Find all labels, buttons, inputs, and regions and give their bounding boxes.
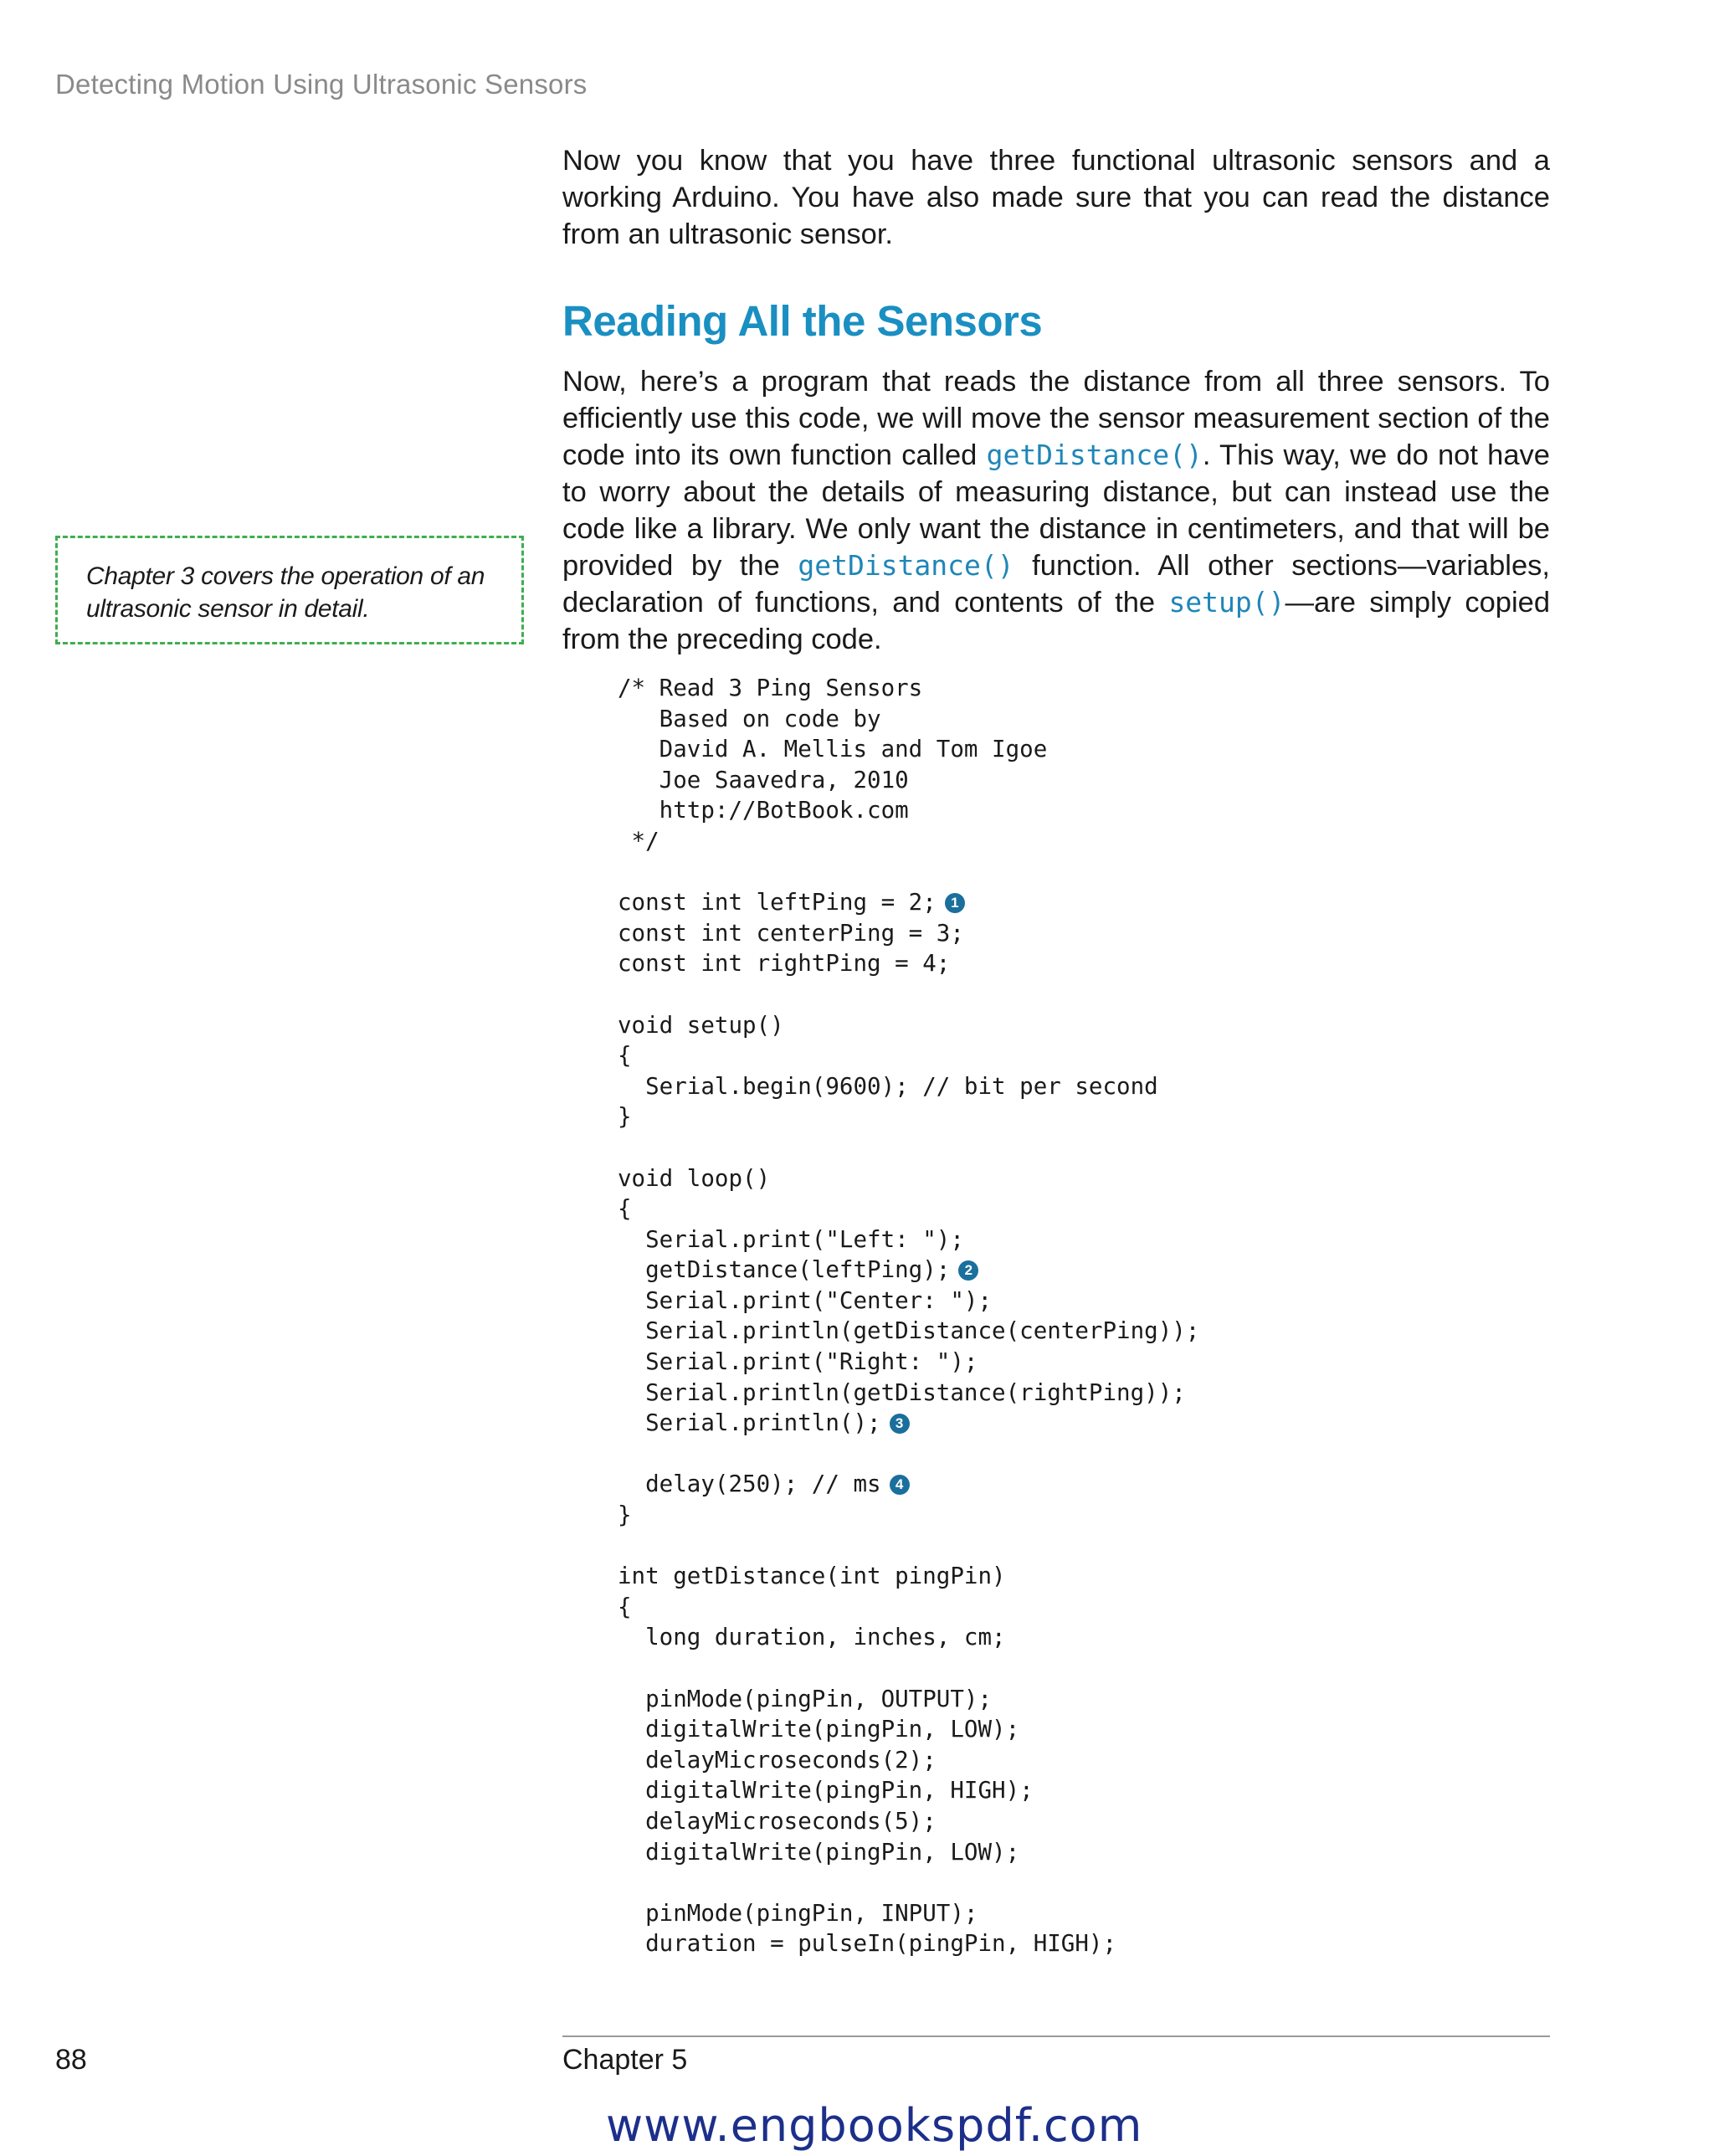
- code-listing: [618, 673, 1199, 1959]
- code-line: [618, 1622, 1199, 1653]
- code-text: Serial.print("Right: ");: [618, 1348, 978, 1376]
- running-head: Detecting Motion Using Ultrasonic Sensors: [55, 69, 588, 100]
- paragraph-text: . This way, we do not have to worry about the details of measuring distance, but can instead use the code like a library. We only want the distance in centimeters, and that will be provided by the: [562, 439, 1550, 582]
- code-line: [618, 826, 1199, 857]
- code-text: digitalWrite(pingPin, LOW);: [618, 1716, 1020, 1743]
- code-line: [618, 1653, 1199, 1684]
- code-text: const int leftPing = 2;: [618, 889, 937, 916]
- code-text: /* Read 3 Ping Sensors: [618, 675, 923, 701]
- code-text: }: [618, 1502, 632, 1529]
- code-text: {: [618, 1042, 632, 1070]
- code-text: digitalWrite(pingPin, HIGH);: [618, 1777, 1034, 1804]
- code-text: pinMode(pingPin, OUTPUT);: [618, 1685, 993, 1712]
- code-line: [618, 734, 1199, 765]
- code-text: long duration, inches, cm;: [618, 1624, 1006, 1651]
- sidebar-note-text: Chapter 3 covers the operation of an ultrasonic sensor in detail.: [86, 562, 485, 623]
- paragraph-text: Now, here’s a program that reads the distance from all three sensors. To efficiently use this code, we will move the sensor measurement section of the code into its own function called: [562, 366, 1550, 471]
- code-text: {: [618, 1593, 632, 1620]
- code-line: [618, 1806, 1199, 1837]
- code-line: [618, 1745, 1199, 1776]
- code-line: [618, 979, 1199, 1010]
- code-line: [618, 1194, 1199, 1224]
- callout-marker-icon: 2: [958, 1260, 978, 1281]
- code-text: {: [618, 1195, 632, 1223]
- code-line: [618, 1561, 1199, 1592]
- inline-code-setup: setup(): [1168, 586, 1286, 619]
- code-line: [618, 1163, 1199, 1194]
- code-line: [618, 948, 1199, 979]
- code-line: [618, 1439, 1199, 1470]
- code-text: delay(250); // ms: [618, 1471, 881, 1498]
- code-text: Based on code by: [618, 705, 881, 732]
- code-line: [618, 1347, 1199, 1378]
- code-line: [618, 1684, 1199, 1715]
- code-text: */: [618, 827, 659, 855]
- code-line: [618, 1408, 1199, 1439]
- code-line: [618, 857, 1199, 888]
- code-line: [618, 1132, 1199, 1163]
- code-text: delayMicroseconds(2);: [618, 1746, 937, 1774]
- code-line: [618, 1469, 1199, 1500]
- callout-marker-icon: 1: [945, 893, 965, 913]
- code-line: [618, 1775, 1199, 1806]
- code-line: [618, 1898, 1199, 1929]
- code-text: David A. Mellis and Tom Igoe: [618, 736, 1048, 763]
- code-line: [618, 1255, 1199, 1286]
- code-text: http://BotBook.com: [618, 797, 909, 824]
- code-line: [618, 1714, 1199, 1745]
- code-text: const int centerPing = 3;: [618, 919, 964, 947]
- code-line: [618, 1867, 1199, 1898]
- code-text: Joe Saavedra, 2010: [618, 766, 909, 793]
- code-text: void loop(): [618, 1164, 771, 1192]
- code-line: [618, 1378, 1199, 1409]
- code-line: [618, 1071, 1199, 1102]
- code-line: [618, 1531, 1199, 1562]
- page-number: 88: [55, 2044, 87, 2076]
- code-text: digitalWrite(pingPin, LOW);: [618, 1838, 1020, 1866]
- code-line: [618, 704, 1199, 735]
- callout-marker-icon: 4: [890, 1475, 910, 1495]
- code-line: [618, 765, 1199, 796]
- code-text: Serial.println(getDistance(centerPing));: [618, 1317, 1200, 1345]
- code-line: [618, 1224, 1199, 1255]
- code-line: [618, 1286, 1199, 1317]
- code-text: Serial.begin(9600); // bit per second: [618, 1072, 1158, 1100]
- paragraph-text: function. All other sections—variables, declaration of functions, and contents of the: [562, 550, 1550, 619]
- code-text: Serial.print("Left: ");: [618, 1225, 964, 1253]
- code-text: getDistance(leftPing);: [618, 1256, 951, 1284]
- code-text: }: [618, 1103, 632, 1131]
- code-line: [618, 673, 1199, 704]
- code-line: [618, 1101, 1199, 1132]
- footer-chapter-label: Chapter 5: [562, 2044, 688, 2076]
- code-line: [618, 1040, 1199, 1071]
- code-line: [618, 1837, 1199, 1868]
- code-line: [618, 1010, 1199, 1041]
- callout-marker-icon: 3: [890, 1414, 910, 1434]
- code-text: Serial.println();: [618, 1409, 881, 1437]
- code-line: [618, 1500, 1199, 1531]
- inline-code-getdistance: getDistance(): [798, 549, 1014, 582]
- code-line: [618, 795, 1199, 826]
- code-line: [618, 1592, 1199, 1623]
- code-line: [618, 887, 1199, 918]
- code-line: [618, 918, 1199, 949]
- code-text: const int rightPing = 4;: [618, 950, 951, 978]
- sidebar-note-box: [55, 536, 524, 644]
- code-text: Serial.print("Center: ");: [618, 1286, 993, 1314]
- code-text: Serial.println(getDistance(rightPing));: [618, 1378, 1186, 1406]
- code-line: [618, 1316, 1199, 1347]
- code-text: duration = pulseIn(pingPin, HIGH);: [618, 1930, 1117, 1958]
- paragraph-text: —are simply copied from the preceding code.: [562, 587, 1551, 655]
- code-line: [618, 1928, 1199, 1959]
- code-text: void setup(): [618, 1011, 784, 1039]
- watermark-url: www.engbookspdf.com: [606, 2099, 1143, 2152]
- body-paragraph: [562, 363, 1550, 658]
- footer-rule: [562, 2035, 1550, 2037]
- intro-paragraph: Now you know that you have three functional ultrasonic sensors and a working Arduino. You have also made sure that you can read the distance from an ultrasonic sensor.: [562, 145, 1550, 250]
- section-heading: Reading All the Sensors: [562, 297, 1043, 345]
- code-text: int getDistance(int pingPin): [618, 1563, 1006, 1590]
- code-text: delayMicroseconds(5);: [618, 1807, 937, 1835]
- inline-code-getdistance: getDistance(): [986, 439, 1203, 471]
- code-text: pinMode(pingPin, INPUT);: [618, 1899, 978, 1927]
